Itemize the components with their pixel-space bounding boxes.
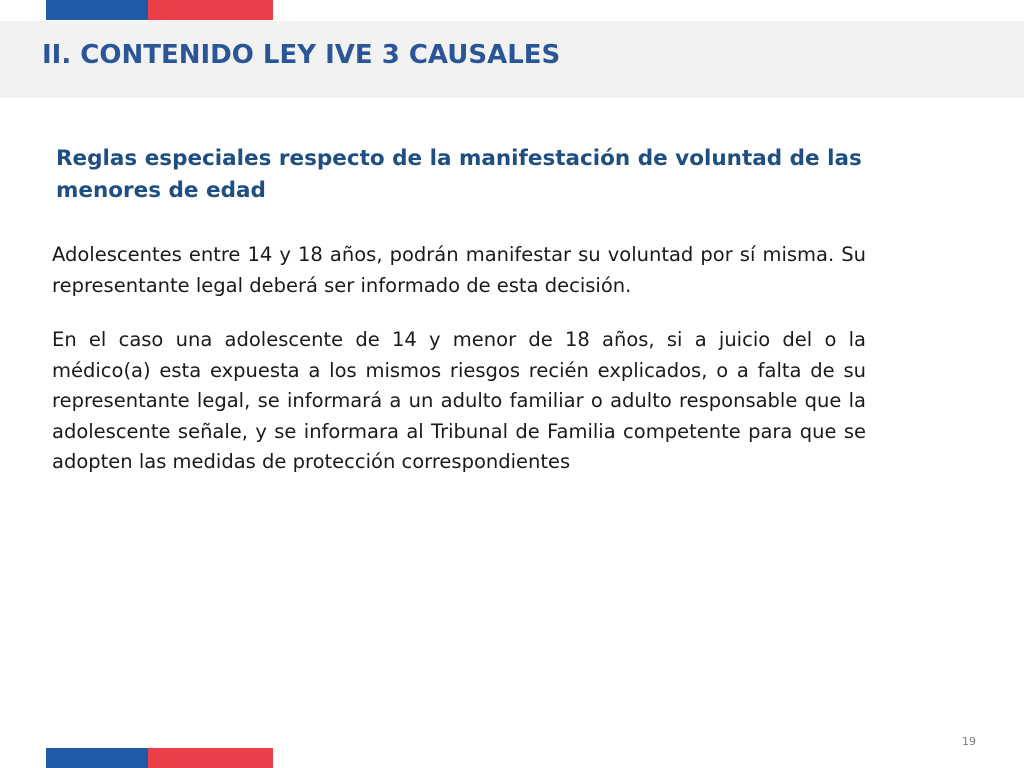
top-flag-bar	[46, 0, 273, 20]
page-number: 19	[962, 735, 976, 748]
paragraph-risk-notification: En el caso una adolescente de 14 y menor de 18 años, si a juicio del o la médico(a) esta expuesta a los mismos riesgos recién explicados, o a falta de su representante legal, se informará a un adulto familiar o adulto responsable que la adolescente señale, y se informara al Tribunal de Familia competente para que se adopten las medidas de protección correspondientes	[52, 328, 866, 473]
flag-red-segment	[148, 0, 273, 20]
flag-blue-segment	[46, 748, 148, 768]
flag-blue-segment	[46, 0, 148, 20]
section-subtitle: Reglas especiales respecto de la manifestación de voluntad de las menores de edad	[56, 146, 862, 203]
page-title: II. CONTENIDO LEY IVE 3 CAUSALES	[42, 40, 561, 70]
flag-red-segment	[148, 748, 273, 768]
paragraph-adolescent-consent: Adolescentes entre 14 y 18 años, podrán manifestar su voluntad por sí misma. Su representante legal deberá ser informado de esta decisión.	[52, 243, 866, 297]
bottom-flag-bar	[46, 748, 273, 768]
